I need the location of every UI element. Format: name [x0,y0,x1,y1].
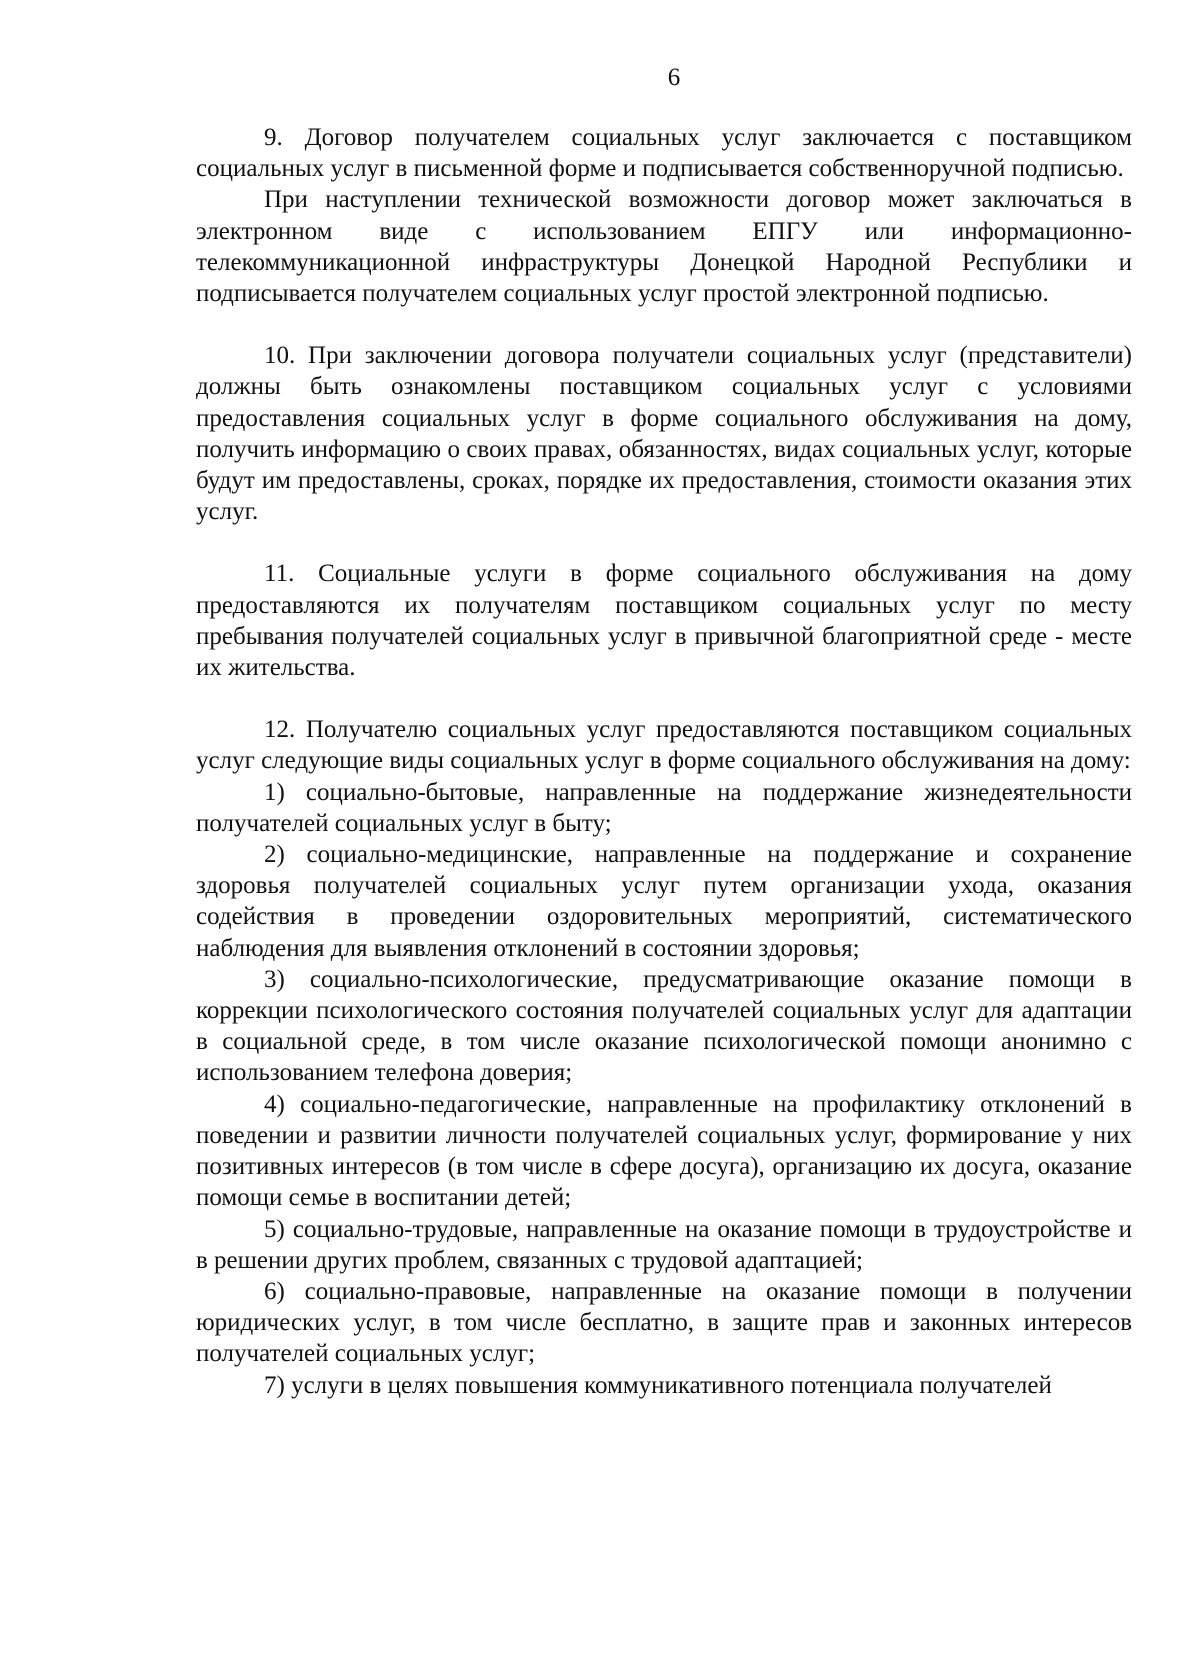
page-number: 6 [667,64,681,91]
list-item: 2) социально-медицинские, направленные на поддержание и сохранение здоровья получателей социальных услуг путем организации ухода, оказания содействия в проведении оздоровительных мероприятий, систематического наблюдения для выявления отклонений в состоянии здоровья; [196,841,1132,962]
paragraph-10: 10. При заключении договора получатели социальных услуг (представители) должны быть ознакомлены поставщиком социальных услуг с условиями предоставления социальных услуг в форме социального обслуживания на дому, получить информацию о своих правах, обязанностях, видах социальных услуг, которые будут им предоставлены, сроках, порядке их предоставления, стоимости оказания этих услуг. [196,342,1132,526]
paragraph-9: 9. Договор получателем социальных услуг заключается с поставщиком социальных услуг в письменной форме и подписывается собственноручной подписью. [196,124,1132,183]
paragraph-12: 12. Получателю социальных услуг предоставляются поставщиком социальных услуг следующие виды социальных услуг в форме социального обслуживания на дому: [196,716,1132,775]
paragraph-11: 11. Социальные услуги в форме социального обслуживания на дому предоставляются их получателям поставщиком социальных услуг по месту пребывания получателей социальных услуг в привычной благоприятной среде - месте их жительства. [196,560,1132,682]
list-item: 7) услуги в целях повышения коммуникативного потенциала получателей [264,1371,1052,1399]
document-body [196,122,1132,1401]
list-item: 5) социально-трудовые, направленные на оказание помощи в трудоустройстве и в решении других проблем, связанных с трудовой адаптацией; [196,1215,1132,1274]
paragraph-9-continuation: При наступлении технической возможности договор может заключаться в электронном виде с использованием ЕПГУ или информационно-телекоммуникационной инфраструктуры Донецкой Народной Республики и подписывается получателем социальных услуг простой электронной подписью. [196,186,1132,308]
list-item: 3) социально-психологические, предусматривающие оказание помощи в коррекции психологического состояния получателей социальных услуг для адаптации в социальной среде, в том числе оказание психологической помощи анонимно с использованием телефона доверия; [196,965,1132,1087]
list-item: 6) социально-правовые, направленные на оказание помощи в получении юридических услуг, в том числе бесплатно, в защите прав и законных интересов получателей социальных услуг; [196,1277,1132,1368]
list-item: 1) социально-бытовые, направленные на поддержание жизнедеятельности получателей социальных услуг в быту; [196,778,1132,837]
list-item: 4) социально-педагогические, направленные на профилактику отклонений в поведении и развитии личности получателей социальных услуг, формирование у них позитивных интересов (в том числе в сфере досуга), организацию их досуга, оказание помощи семье в воспитании детей; [196,1090,1132,1212]
